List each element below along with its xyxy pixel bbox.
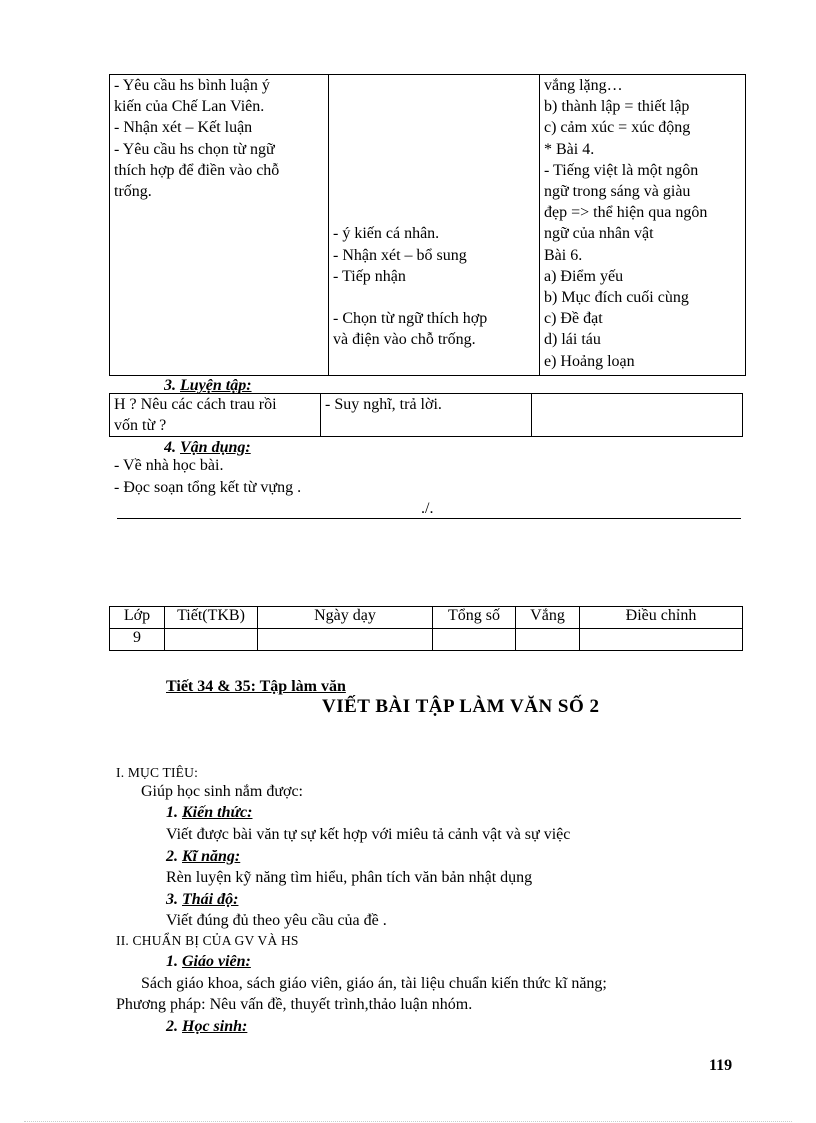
cell-line: vắng lặng… xyxy=(544,77,623,94)
cell-line: - Tiếng việt là một ngôn xyxy=(544,161,699,179)
item-1-heading xyxy=(166,802,252,823)
item-1-title: Kiến thức: xyxy=(182,804,253,821)
cell-line: b) Mục đích cuối cùng xyxy=(544,289,689,307)
cell-line: ngữ của nhân vật xyxy=(544,225,654,243)
header-tong-so: Tổng số xyxy=(433,607,516,629)
activity-table xyxy=(109,74,746,376)
cell-vang xyxy=(516,629,580,651)
cell-line xyxy=(333,96,535,117)
content-cell xyxy=(540,75,746,376)
section-ii-title: II. CHUẨN BỊ CỦA GV VÀ HS xyxy=(116,933,299,948)
section-4-title: Vận dụng: xyxy=(180,439,251,456)
page-bottom-edge xyxy=(24,1121,792,1122)
cell-line: b) thành lập = thiết lập xyxy=(544,98,690,116)
cell-line: d) lái táu xyxy=(544,331,601,349)
item-hs-number: 2. xyxy=(166,1018,178,1035)
item-hs-heading xyxy=(166,1016,247,1037)
homework-line-2: - Đọc soạn tổng kết từ vựng . xyxy=(114,479,302,496)
item-1-text: Viết được bài văn tự sự kết hợp với miêu tả cảnh vật và sự việc xyxy=(166,826,571,843)
cell-line: - Suy nghĩ, trả lời. xyxy=(325,396,442,413)
cell-tong-so xyxy=(433,629,516,651)
item-gv-number: 1. xyxy=(166,953,178,970)
cell-line xyxy=(333,139,535,160)
section-3-number: 3. xyxy=(164,377,176,393)
section-3-heading xyxy=(164,375,252,393)
cell-line: - Yêu cầu hs bình luận ý xyxy=(114,77,270,94)
header-tiet: Tiết(TKB) xyxy=(165,607,258,629)
item-2-heading xyxy=(166,846,240,867)
item-gv-heading xyxy=(166,951,251,972)
item-1-number: 1. xyxy=(166,804,178,821)
item-2-text: Rèn luyện kỹ năng tìm hiểu, phân tích văn bản nhật dụng xyxy=(166,869,533,886)
item-2-title: Kĩ năng: xyxy=(182,848,241,865)
page-number: 119 xyxy=(709,1057,733,1074)
section-i-title: I. MỤC TIÊU: xyxy=(116,765,199,780)
cell-line xyxy=(333,75,535,96)
answer-cell xyxy=(321,394,532,437)
header-lop: Lớp xyxy=(110,607,165,629)
cell-line: kiến của Chế Lan Viên. xyxy=(114,98,265,116)
cell-line: H ? Nêu các cách trau rồi xyxy=(114,396,277,413)
cell-line xyxy=(333,160,535,181)
cell-line: vốn từ ? xyxy=(114,417,167,435)
lesson-heading: Tiết 34 & 35: Tập làm văn xyxy=(166,678,346,695)
item-gv-text-1: Sách giáo khoa, sách giáo viên, giáo án, tài liệu chuẩn kiến thức kĩ năng; xyxy=(141,975,607,992)
cell-line: và điện vào chỗ trống. xyxy=(333,331,476,349)
cell-line: thích hợp để điền vào chỗ xyxy=(114,161,280,179)
header-dieu-chinh: Điều chỉnh xyxy=(580,607,743,629)
item-3-title: Thái độ: xyxy=(182,891,239,908)
cell-dieu-chinh xyxy=(580,629,743,651)
cell-line: c) cảm xúc = xúc động xyxy=(544,119,691,137)
student-activity-cell xyxy=(329,75,540,376)
end-marker: ./. xyxy=(421,500,434,517)
cell-line: ngữ trong sáng và giàu xyxy=(544,183,691,201)
cell-line: - Nhận xét – Kết luận xyxy=(114,119,253,137)
cell-line xyxy=(333,181,535,202)
cell-line xyxy=(333,117,535,138)
cell-line: - Nhận xét – bổ sung xyxy=(333,246,467,264)
practice-table xyxy=(109,393,743,437)
teacher-activity-cell xyxy=(110,75,329,376)
separator-rule xyxy=(117,518,741,519)
cell-lop: 9 xyxy=(110,629,165,651)
cell-line: c) Đề đạt xyxy=(544,310,603,328)
section-3-title: Luyện tập: xyxy=(180,377,252,393)
item-3-text: Viết đúng đủ theo yêu cầu của đề . xyxy=(166,912,387,929)
section-4-number: 4. xyxy=(164,439,176,456)
item-3-number: 3. xyxy=(166,891,178,908)
lesson-title: VIẾT BÀI TẬP LÀM VĂN SỐ 2 xyxy=(322,696,600,717)
item-gv-text-2: Phương pháp: Nêu vấn đề, thuyết trình,thảo luận nhóm. xyxy=(116,996,473,1013)
question-cell xyxy=(110,394,321,437)
cell-tiet xyxy=(165,629,258,651)
cell-line: * Bài 4. xyxy=(544,140,595,158)
item-2-number: 2. xyxy=(166,848,178,865)
cell-line: e) Hoảng loạn xyxy=(544,352,635,370)
empty-cell xyxy=(532,394,743,437)
cell-line: trống. xyxy=(114,183,152,201)
homework-line-1: - Về nhà học bài. xyxy=(114,457,224,474)
cell-line: - Chọn từ ngữ thích hợp xyxy=(333,310,488,328)
cell-line: - Tiếp nhận xyxy=(333,267,406,285)
section-i-intro: Giúp học sinh nắm được: xyxy=(141,783,303,800)
item-3-heading xyxy=(166,889,238,910)
schedule-table xyxy=(109,606,743,651)
section-4-heading xyxy=(164,437,251,456)
header-ngay-day: Ngày dạy xyxy=(258,607,433,629)
item-gv-title: Giáo viên: xyxy=(182,953,251,970)
cell-line: - Yêu cầu hs chọn từ ngữ xyxy=(114,140,275,158)
cell-line: a) Điểm yếu xyxy=(544,267,624,285)
cell-line xyxy=(333,287,535,308)
cell-line: đẹp => thể hiện qua ngôn xyxy=(544,204,708,222)
cell-line: Bài 6. xyxy=(544,246,583,264)
header-vang: Vắng xyxy=(516,607,580,629)
cell-line: - ý kiến cá nhân. xyxy=(333,225,440,243)
item-hs-title: Học sinh: xyxy=(182,1018,248,1035)
cell-line xyxy=(333,202,535,223)
cell-ngay-day xyxy=(258,629,433,651)
